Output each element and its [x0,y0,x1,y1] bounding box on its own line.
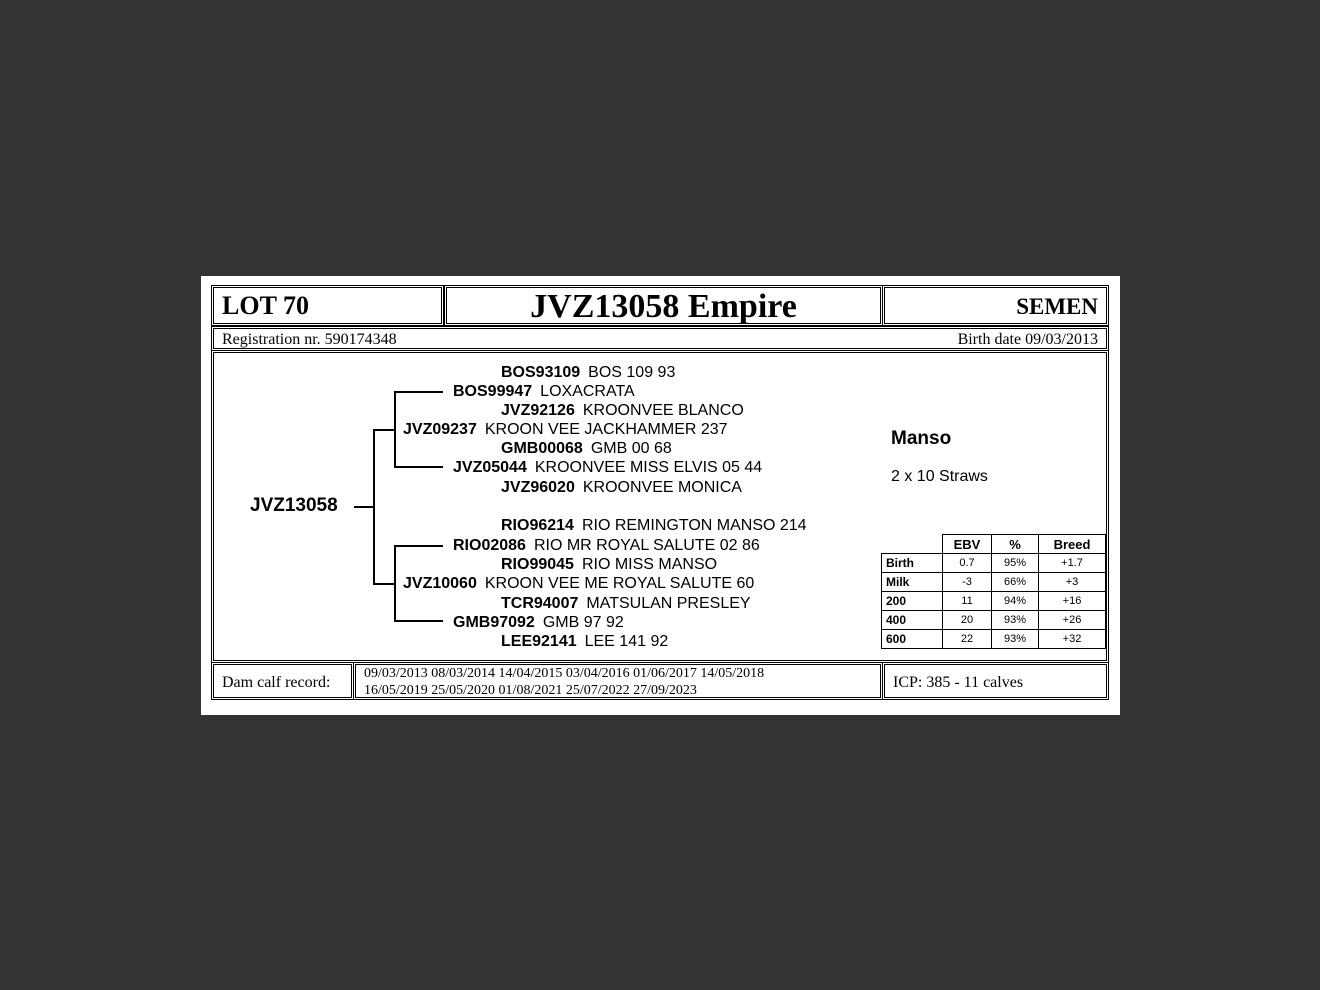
straw-quantity: 2 x 10 Straws [891,468,988,485]
ebv-value: 20 [943,611,992,630]
accuracy-value: 66% [992,573,1039,592]
row-label: Milk [882,573,943,592]
table-row [882,573,1106,592]
pct-header: % [992,535,1039,554]
pedigree-entry: BOS93109 BOS 109 93 [501,364,676,381]
breed-value: +3 [1039,573,1106,592]
pedigree-entry: LEE92141 LEE 141 92 [501,633,669,650]
pedigree-sire: JVZ09237 KROON VEE JACKHAMMER 237 [403,421,728,438]
pedigree-entry: RIO02086 RIO MR ROYAL SALUTE 02 86 [453,537,760,554]
breed-header: Breed [1039,535,1106,554]
accuracy-value: 93% [992,630,1039,649]
pedigree-entry: RIO96214 RIO REMINGTON MANSO 214 [501,517,807,534]
subject-connector [354,506,374,508]
sire-dam-connector [394,466,443,468]
breed-value: +26 [1039,611,1106,630]
ebv-value: 22 [943,630,992,649]
icp-summary: ICP: 385 - 11 calves [882,662,1109,700]
lot-number: LOT 70 [211,285,444,326]
sire-short-name: Manso [891,428,952,449]
dam-calf-record-label: Dam calf record: [211,662,354,700]
registration-row [211,326,1109,351]
pedigree-entry: JVZ96020 KROONVEE MONICA [501,479,742,496]
pedigree-dam: JVZ10060 KROON VEE ME ROYAL SALUTE 60 [403,575,755,592]
table-row [882,592,1106,611]
dam-connector [373,583,395,585]
ebv-header-row [882,535,1106,554]
dam-dam-connector [394,620,443,622]
sire-vertical [394,391,396,468]
calving-dates-line: 09/03/2013 08/03/2014 14/04/2015 03/04/2016 01/06/2017 14/05/2018 [364,666,765,681]
ebv-value: 0.7 [943,554,992,573]
pedigree-entry: JVZ05044 KROONVEE MISS ELVIS 05 44 [453,459,763,476]
pedigree-entry: TCR94007 MATSULAN PRESLEY [501,595,751,612]
gen1-vertical [373,429,375,585]
row-label: 400 [882,611,943,630]
row-label: 200 [882,592,943,611]
birth-date: Birth date 09/03/2013 [957,331,1098,348]
breed-value: +32 [1039,630,1106,649]
row-label: 600 [882,630,943,649]
dam-sire-connector [394,545,443,547]
pedigree-entry: GMB00068 GMB 00 68 [501,440,672,457]
ebv-value: -3 [943,573,992,592]
breed-value: +1.7 [1039,554,1106,573]
row-label: Birth [882,554,943,573]
table-row [882,630,1106,649]
animal-title: JVZ13058 Empire [444,285,883,326]
accuracy-value: 93% [992,611,1039,630]
dam-vertical [394,545,396,622]
lot-card [201,276,1120,715]
pedigree-entry: JVZ92126 KROONVEE BLANCO [501,402,744,419]
sire-sire-connector [394,391,443,393]
dam-calf-record-dates [353,662,883,700]
table-row [882,611,1106,630]
calving-dates-line: 16/05/2019 25/05/2020 01/08/2021 25/07/2022 27/09/2023 [364,683,697,698]
ebv-value: 11 [943,592,992,611]
table-row [882,554,1106,573]
ebv-header: EBV [943,535,992,554]
pedigree-subject: JVZ13058 [250,495,338,516]
registration-number: Registration nr. 590174348 [222,331,397,348]
accuracy-value: 94% [992,592,1039,611]
product-type: SEMEN [882,285,1109,326]
pedigree-entry: GMB97092 GMB 97 92 [453,614,624,631]
pedigree-entry: RIO99045 RIO MISS MANSO [501,556,718,573]
breed-value: +16 [1039,592,1106,611]
ebv-table [881,534,1106,649]
sire-connector [373,429,395,431]
pedigree-entry: BOS99947 LOXACRATA [453,383,635,400]
accuracy-value: 95% [992,554,1039,573]
